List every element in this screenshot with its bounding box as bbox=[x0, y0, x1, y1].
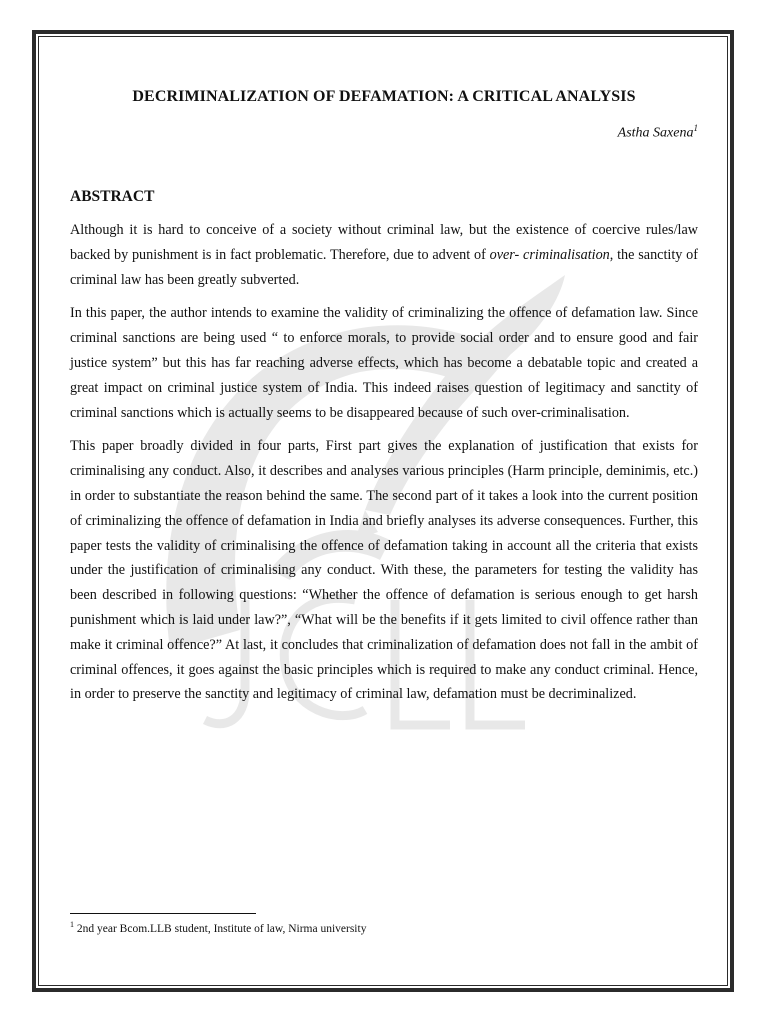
abstract-heading: ABSTRACT bbox=[70, 188, 155, 205]
paragraph-1-text-end: , the sanctity of criminal law has been greatly subverted. bbox=[70, 246, 698, 288]
author-name: Astha Saxena bbox=[617, 125, 694, 141]
abstract-paragraph-2: In this paper, the author intends to examine the validity of criminalizing the offence of defamation law. Since criminal sanctions are being used “ to enforce morals, to provide social order and to ensure good and fair justice system” but this has far reaching adverse effects, which has become a debatable topic and created a great impact on criminal justice system of India. This indeed raises question of legitimacy and sanctity of criminal sanctions which is actually seems to be disappeared because of such over-criminalisation. bbox=[70, 305, 698, 421]
author-line bbox=[618, 123, 698, 142]
author-footnote-mark: 1 bbox=[693, 123, 698, 133]
footnote bbox=[70, 920, 366, 935]
paragraph-1-text-start: Although it is hard to conceive of a society without criminal law, but the existence of coercive rules/law backed by punishment is in fact problematic. Therefore, due to advent of bbox=[70, 222, 698, 263]
footnote-mark: 1 bbox=[70, 920, 74, 929]
abstract-paragraph-1 bbox=[70, 218, 698, 292]
paragraph-1-emphasis: over- criminalisation bbox=[489, 246, 610, 263]
footnote-text: 2nd year Bcom.LLB student, Institute of law, Nirma university bbox=[74, 922, 367, 935]
abstract-paragraph-3: This paper broadly divided in four parts, First part gives the explanation of justification that exists for criminalising any conduct. Also, it describes and analyses various principles (Harm principle, deminimis, etc.) in order to substantiate the reason behind the same. The second part of it takes a look into the current position of criminalizing the offence of defamation in India and briefly analyses its adverse consequences. Further, this paper tests the validity of criminalising the offence of defamation taking in account all the criteria that exists under the justification of criminalising any conduct. With these, the parameters for testing the validity has been described in following questions: “Whether the offence of defamation is serious enough to get harsh punishment which is laid under law?”, “What will be the benefits if it gets limited to civil offence rather than make it criminal offence?” At last, it concludes that criminalization of defamation does not fall in the ambit of criminal offences, it goes against the basic principles which is required to make any conduct criminal. Hence, in order to preserve the sanctity and legitimacy of criminal law, defamation must be decriminalized. bbox=[70, 438, 698, 703]
abstract-body bbox=[70, 218, 698, 716]
paper-title: DECRIMINALIZATION OF DEFAMATION: A CRITICAL ANALYSIS bbox=[132, 88, 636, 105]
footnote-separator bbox=[70, 913, 256, 914]
